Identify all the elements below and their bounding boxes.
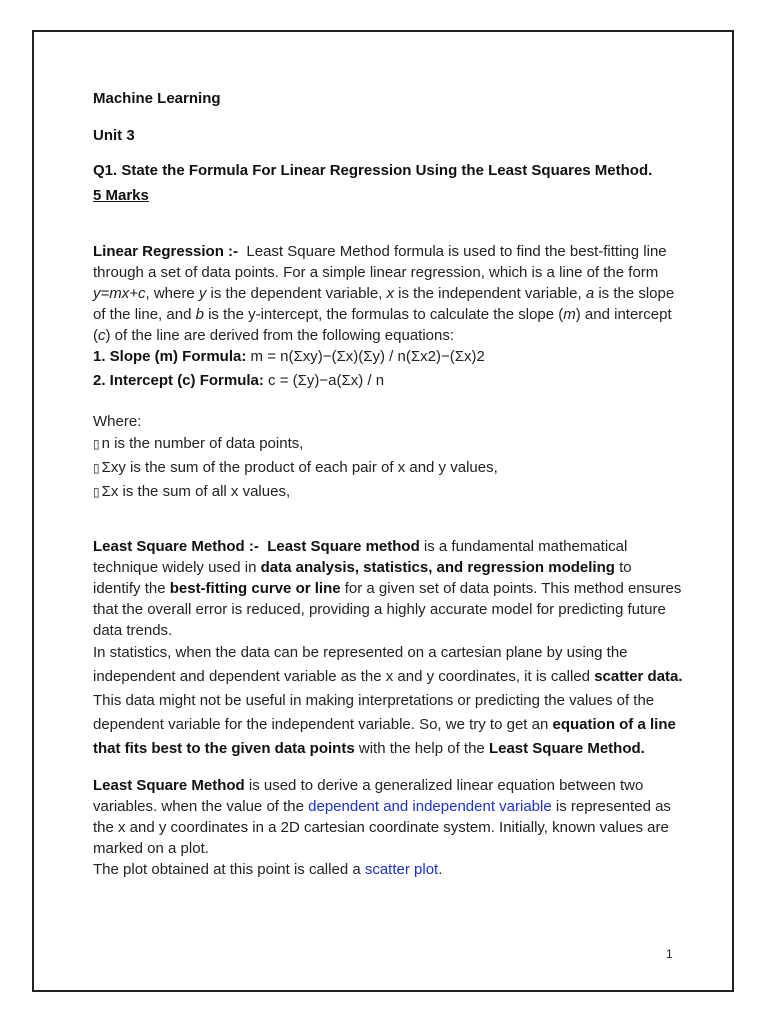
ls-text: In statistics, when the data can be represented on a cartesian plane by using the independent and dependent variable as the x and y coordinates, it is called xyxy=(93,644,628,685)
bullet-box-icon: ▯ xyxy=(93,461,100,475)
bullet-text: Σx is the sum of all x values, xyxy=(101,483,291,500)
dependent-variable-link[interactable]: dependent and independent variable xyxy=(308,798,552,815)
lr-var: m xyxy=(563,306,576,323)
list-item xyxy=(93,433,683,455)
bullet-box-icon: ▯ xyxy=(93,485,100,499)
lr-var: x xyxy=(386,285,394,302)
lr-text: ) and intercept ( xyxy=(93,306,672,344)
course-title: Machine Learning xyxy=(93,90,221,107)
lr-text: is the y-intercept, the formulas to calculate the slope ( xyxy=(203,306,564,323)
ls-bold: data analysis, statistics, and regression modeling xyxy=(260,559,615,576)
slope-formula-line xyxy=(93,346,683,367)
intercept-formula-line xyxy=(93,370,683,391)
bullet-box-icon: ▯ xyxy=(93,437,100,451)
lr-text: is the independent variable, xyxy=(394,285,586,302)
linear-regression-label: Linear Regression :- xyxy=(93,243,239,260)
linear-regression-paragraph xyxy=(93,241,683,346)
ls-bold: Least Square Method xyxy=(93,777,245,794)
ls-text: with the help of the xyxy=(354,740,489,757)
question-title: Q1. State the Formula For Linear Regression Using the Least Squares Method. xyxy=(93,162,653,179)
ls-text: . xyxy=(438,861,443,878)
lr-text: , where xyxy=(145,285,199,302)
lr-form: y=mx+c xyxy=(93,285,146,302)
scatter-data-paragraph xyxy=(93,641,683,761)
bullet-text: n is the number of data points, xyxy=(101,435,304,452)
intercept-formula-label: 2. Intercept (c) Formula: xyxy=(93,372,264,389)
least-square-paragraph xyxy=(93,536,683,641)
ls-text: This data might not be useful in making interpretations or predicting the values of the dependent variable for the independent variable. So, we try to get an xyxy=(93,692,655,733)
document-body xyxy=(93,88,683,880)
ls-bold: scatter data. xyxy=(594,668,683,685)
least-square-label: Least Square Method :- xyxy=(93,538,259,555)
ls-bold: Least Square method xyxy=(267,538,420,555)
page-number: 1 xyxy=(666,947,673,961)
lr-var: c xyxy=(98,327,106,344)
list-item xyxy=(93,481,683,503)
where-label: Where: xyxy=(93,413,142,430)
scatter-plot-paragraph xyxy=(93,859,683,880)
lr-text: is the slope of the line, and xyxy=(93,285,675,323)
slope-formula-label: 1. Slope (m) Formula: xyxy=(93,348,247,365)
lr-var: y xyxy=(198,285,207,302)
lr-var: a xyxy=(585,285,595,302)
list-item xyxy=(93,457,683,479)
ls-bold: Least Square Method. xyxy=(488,740,645,757)
ls-text: is used to derive a generalized linear equation between two variables. when the value of the xyxy=(93,777,644,815)
lr-var: b xyxy=(195,306,204,323)
ls-text: for a given set of data points. This method ensures that the overall error is reduced, providing a highly accurate model for predicting future data trends. xyxy=(93,580,682,639)
ls-text: is a fundamental mathematical technique widely used in xyxy=(93,538,628,576)
lr-text: Least Square Method formula is used to find the best-fitting line through a set of data points. For a simple linear regression, which is a line of the form xyxy=(93,243,667,281)
generalized-equation-paragraph xyxy=(93,775,683,859)
slope-formula: m = n(Σxy)−(Σx)(Σy) / n(Σx2)−(Σx)2 xyxy=(250,348,485,365)
unit-title: Unit 3 xyxy=(93,127,135,144)
ls-bold: best-fitting curve or line xyxy=(169,580,341,597)
scatter-plot-link[interactable]: scatter plot xyxy=(364,861,439,878)
lr-text: is the dependent variable, xyxy=(206,285,387,302)
ls-bold: equation of a line that fits best to the given data points xyxy=(93,716,676,757)
marks-label: 5 Marks xyxy=(93,187,149,204)
intercept-formula: c = (Σy)−a(Σx) / n xyxy=(268,372,385,389)
ls-text: is represented as the x and y coordinates in a 2D cartesian coordinate system. Initially, known values are marked on a plot. xyxy=(93,798,671,857)
ls-text: The plot obtained at this point is called a xyxy=(93,861,365,878)
bullet-text: Σxy is the sum of the product of each pair of x and y values, xyxy=(101,459,498,476)
lr-text: ) of the line are derived from the following equations: xyxy=(105,327,455,344)
ls-text: to identify the xyxy=(93,559,632,597)
